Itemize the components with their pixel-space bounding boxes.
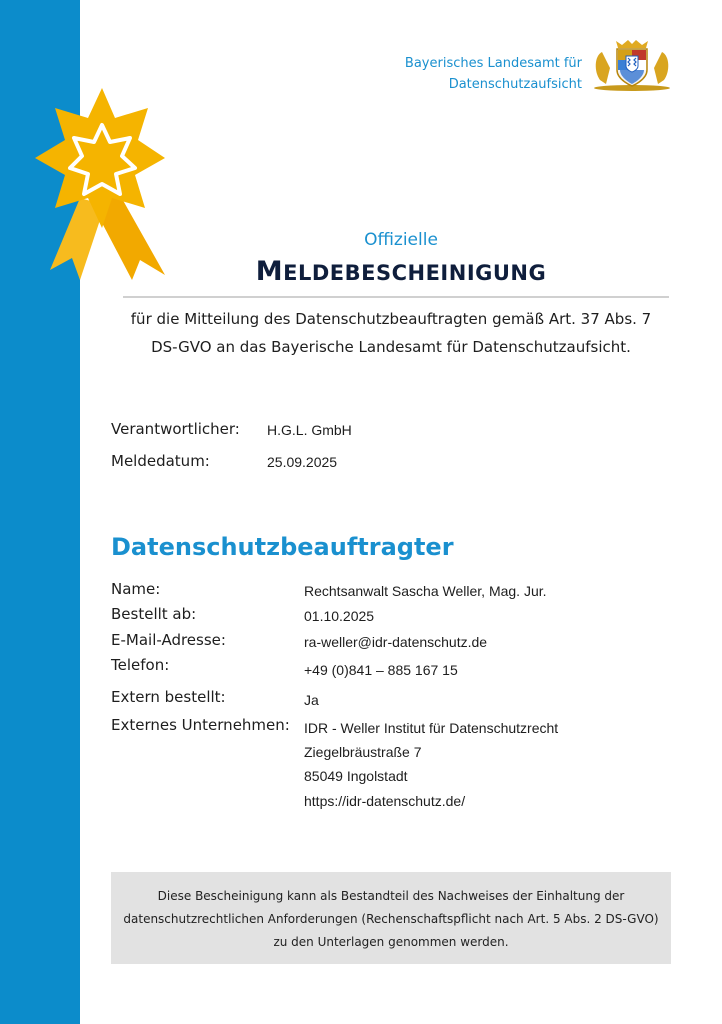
authority-line-1: Bayerisches Landesamt für — [404, 56, 582, 71]
dpo-phone-value: +49 (0)841 – 885 167 15 — [304, 662, 458, 678]
dpo-company-street: Ziegelbräustraße 7 — [304, 744, 422, 760]
controller-label: Verantwortlicher: — [111, 420, 240, 438]
report-date-value: 25.09.2025 — [267, 454, 338, 470]
dpo-section-title: Datenschutzbeauftragter — [111, 533, 454, 561]
authority-name — [405, 53, 582, 95]
compliance-note-box — [111, 872, 671, 964]
dpo-company-url[interactable]: https://idr-datenschutz.de/ — [304, 793, 466, 809]
title-initial: M — [255, 256, 284, 287]
dpo-external-label: Extern bestellt: — [111, 688, 226, 706]
bavarian-coat-of-arms-icon — [590, 38, 674, 92]
dpo-name-value: Rechtsanwalt Sascha Weller, Mag. Jur. — [304, 583, 547, 599]
dpo-company-name: IDR - Weller Institut für Datenschutzrecht — [304, 720, 559, 736]
award-rosette-icon — [20, 80, 170, 280]
dpo-external-value: Ja — [304, 692, 319, 708]
dpo-appointed-value: 01.10.2025 — [304, 608, 375, 624]
note-line-3: zu den Unterlagen genommen werden. — [273, 935, 509, 949]
title-divider — [123, 296, 669, 298]
report-date-label: Meldedatum: — [111, 452, 210, 470]
compliance-note-text — [111, 885, 671, 954]
intro-line-2: DS-GVO an das Bayerische Landesamt für Datenschutzaufsicht. — [151, 338, 631, 356]
certificate-title — [80, 256, 722, 287]
note-line-1: Diese Bescheinigung kann als Bestandteil des Nachweises der Einhaltung der — [157, 889, 625, 903]
intro-line-1: für die Mitteilung des Datenschutzbeauftragten gemäß Art. 37 Abs. 7 — [130, 310, 652, 328]
dpo-name-label: Name: — [111, 580, 161, 598]
dpo-company-label: Externes Unternehmen: — [111, 716, 290, 734]
dpo-company-city: 85049 Ingolstadt — [304, 768, 408, 784]
controller-value: H.G.L. GmbH — [267, 422, 352, 438]
dpo-email-value[interactable]: ra-weller@idr-datenschutz.de — [304, 634, 488, 650]
certificate-subtitle: Offizielle — [364, 230, 438, 250]
dpo-email-label: E-Mail-Adresse: — [111, 631, 226, 649]
dpo-appointed-label: Bestellt ab: — [111, 605, 197, 623]
authority-line-2: Datenschutzaufsicht — [448, 77, 582, 92]
note-line-2: datenschutzrechtlichen Anforderungen (Rechenschaftspflicht nach Art. 5 Abs. 2 DS-GVO) — [123, 912, 659, 926]
certificate-intro — [100, 305, 682, 361]
title-rest: ELDEBESCHEINIGUNG — [283, 261, 547, 285]
dpo-phone-label: Telefon: — [111, 656, 170, 674]
